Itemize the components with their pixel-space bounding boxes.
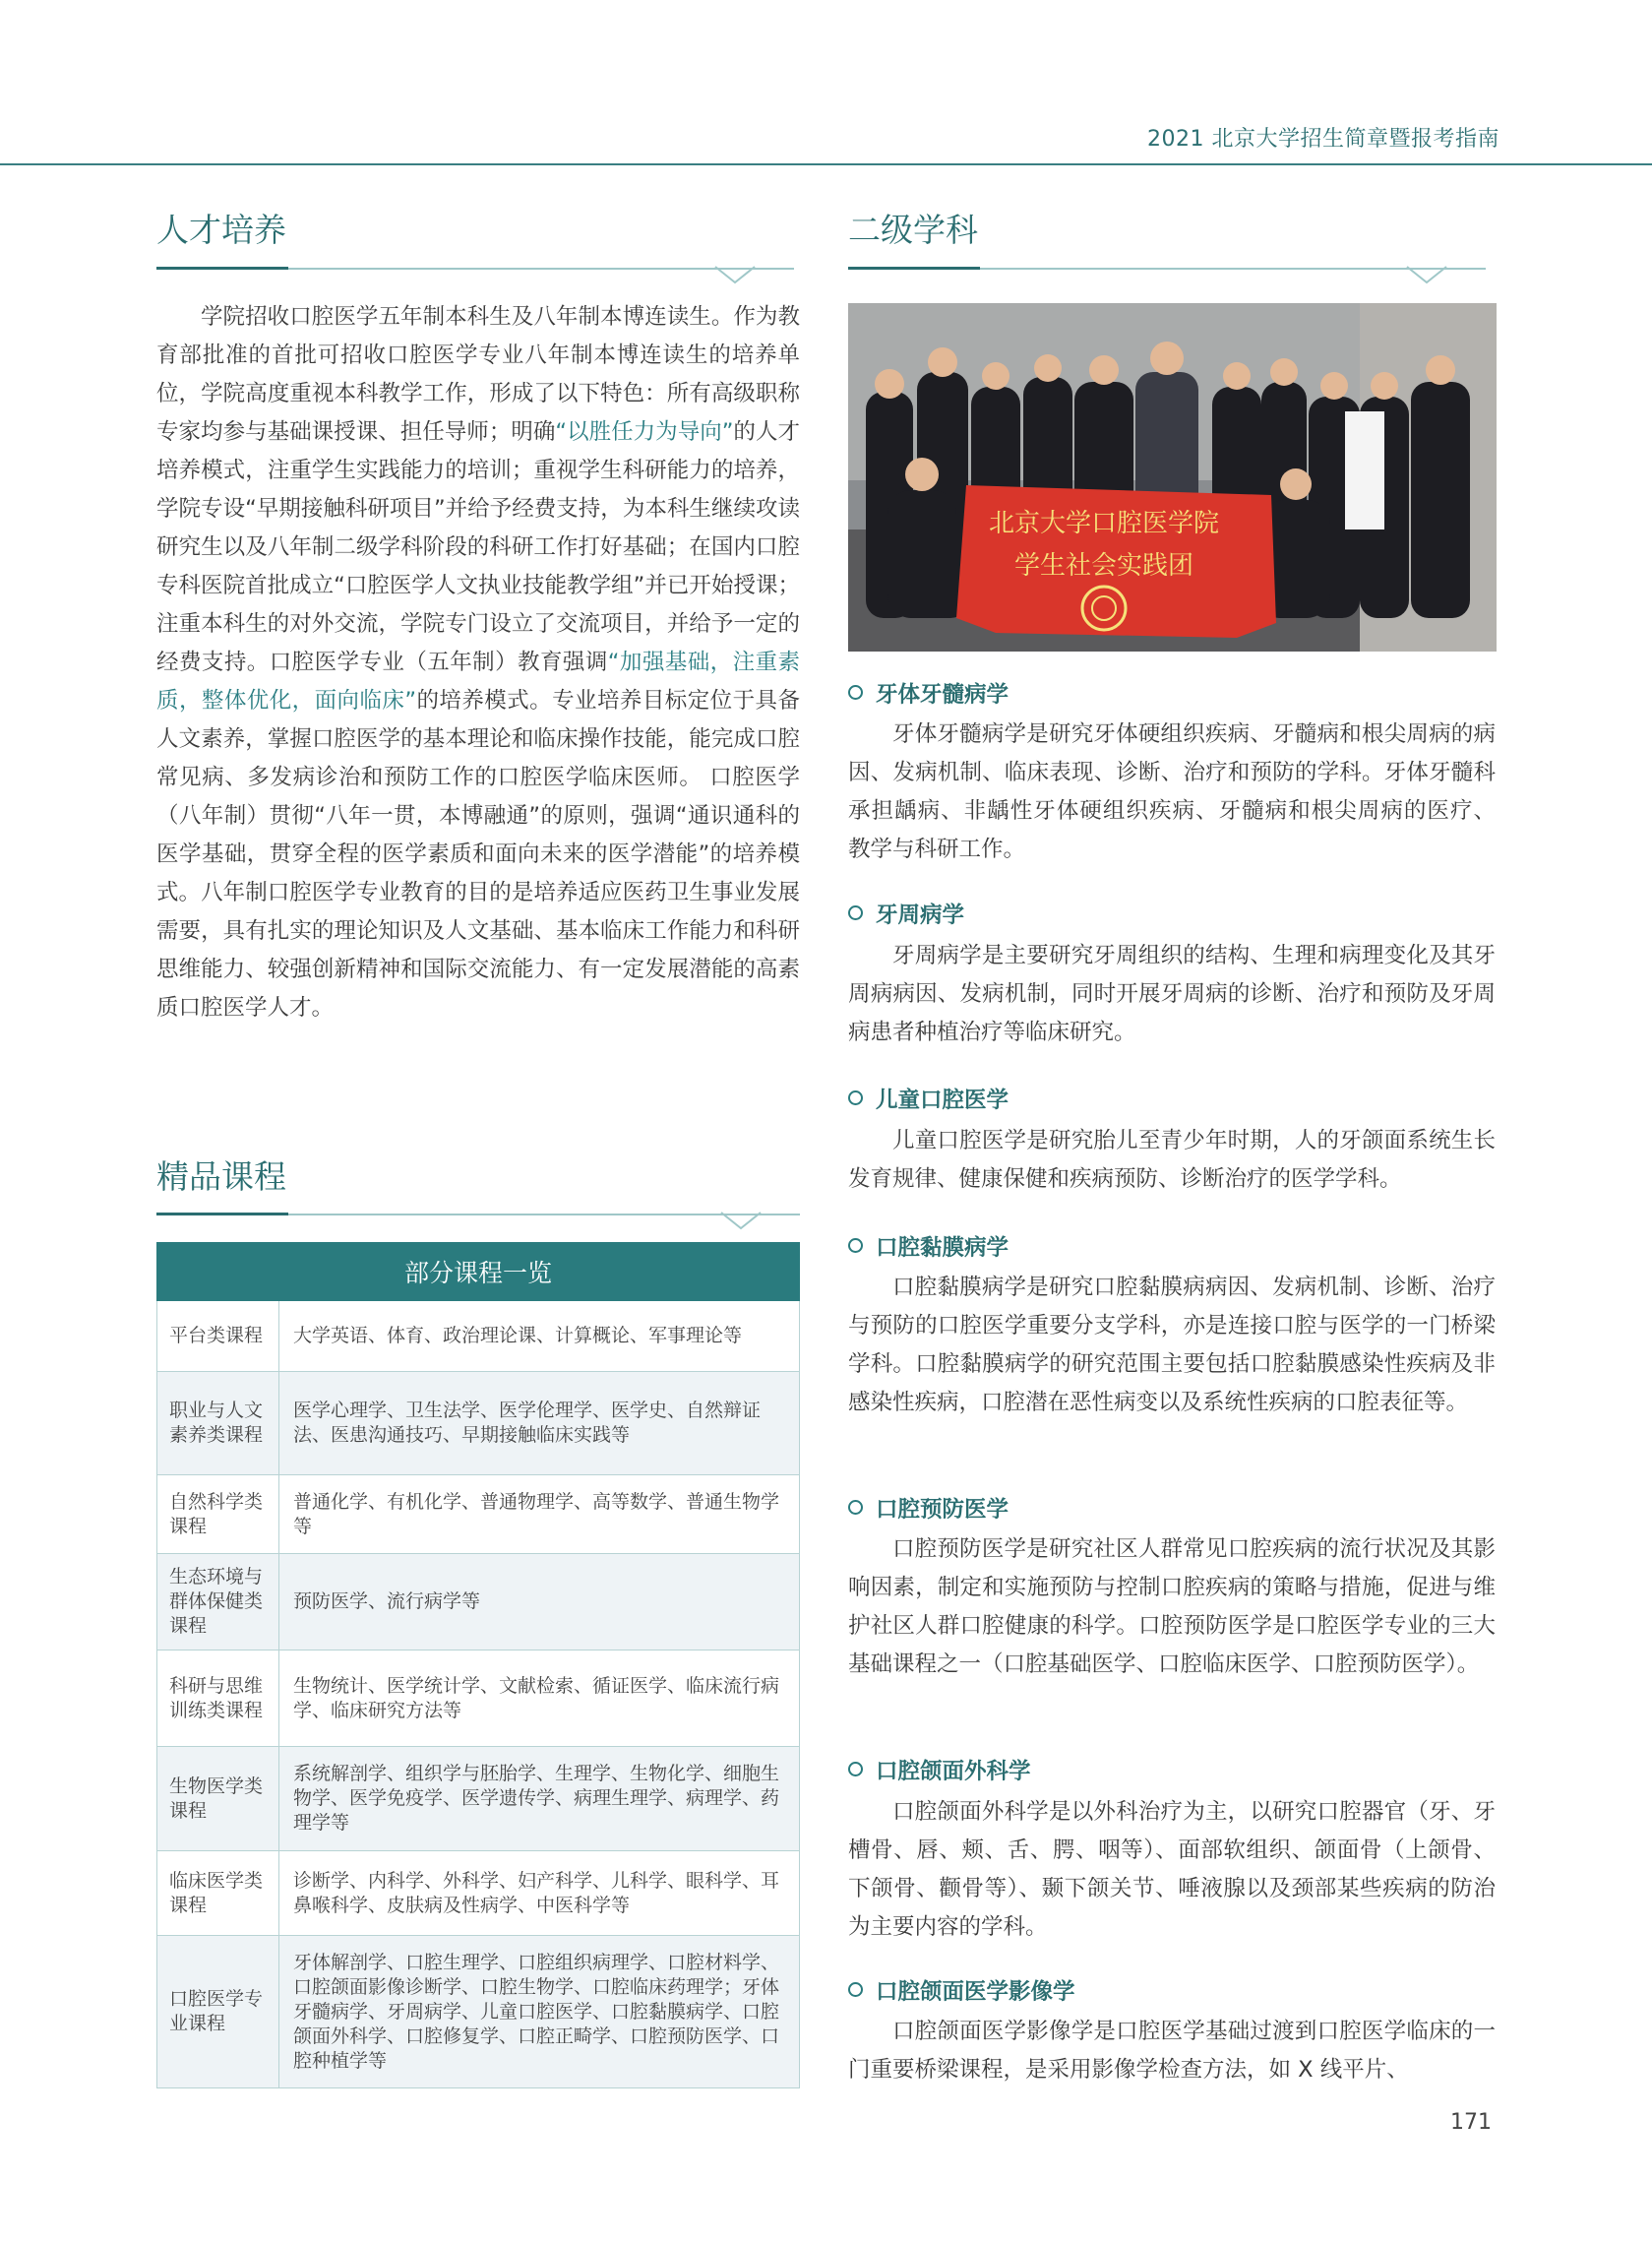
discipline-text: 儿童口腔医学是研究胎儿至青少年时期，人的牙颌面系统生长发育规律、健康保健和疾病预防、诊断治疗的医学学科。 xyxy=(848,1128,1496,1192)
running-header: 2021 北京大学招生简章暨报考指南 xyxy=(1147,127,1499,152)
section-title-disciplines: 二级学科 xyxy=(848,211,978,249)
discipline-text: 口腔颌面外科学是以外科治疗为主，以研究口腔器官（牙、牙槽骨、唇、颊、舌、腭、咽等）、面部软组织、颌面骨（上颌骨、下颌骨、颧骨等）、颞下颌关节、唾液腺以及颈部某些疾病的防治为主要内容的学科。 xyxy=(848,1799,1496,1940)
table-row xyxy=(157,1554,800,1650)
discipline-text: 口腔预防医学是研究社区人群常见口腔疾病的流行状况及其影响因素，制定和实施预防与控制口腔疾病的策略与措施，促进与维护社区人群口腔健康的科学。口腔预防医学是口腔医学专业的三大基础课程之一（口腔基础医学、口腔临床医学、口腔预防医学）。 xyxy=(848,1536,1496,1677)
section-divider-accent xyxy=(848,267,980,270)
course-category: 口腔医学专业课程 xyxy=(157,1936,279,2088)
discipline-name: 口腔颌面医学影像学 xyxy=(876,1979,1075,2005)
discipline-heading xyxy=(848,1230,1009,1262)
ring-bullet-icon xyxy=(848,685,863,700)
header-rule xyxy=(0,163,1652,165)
table-row xyxy=(157,1650,800,1747)
table-row xyxy=(157,1851,800,1936)
discipline-heading xyxy=(848,1754,1031,1785)
course-category: 生态环境与群体保健类课程 xyxy=(157,1554,279,1650)
table-title: 部分课程一览 xyxy=(157,1243,800,1301)
course-category: 科研与思维训练类课程 xyxy=(157,1650,279,1747)
talent-text-c: 的培养模式。专业培养目标定位于具备人文素养，掌握口腔医学的基本理论和临床操作技能，能完成口腔常见病、多发病诊治和预防工作的口腔医学临床医师。 口腔医学（八年制）贯彻“八年一贯，本博融通”的原则，强调“通识通科的医学基础，贯穿全程的医学素质和面向未来的医学潜能”的培养模式。八年制口腔医学专业教育的目的是培养适应医药卫生事业发展需要，具有扎实的理论知识及人文基础、基本临床工作能力和科研思维能力、较强创新精神和国际交流能力、有一定发展潜能的高素质口腔医学人才。 xyxy=(156,688,800,1021)
course-category: 平台类课程 xyxy=(157,1301,279,1372)
course-content: 诊断学、内科学、外科学、妇产科学、儿科学、眼科学、耳鼻喉科学、皮肤病及性病学、中医科学等 xyxy=(279,1851,800,1936)
page-number: 171 xyxy=(1450,2110,1492,2135)
section-divider-accent xyxy=(156,267,288,270)
talent-highlight-2: “加强基础，注重素质，整体优化，面向临床” xyxy=(156,650,800,714)
group-photo xyxy=(848,303,1497,652)
ring-bullet-icon xyxy=(848,1762,863,1776)
discipline-text: 牙体牙髓病学是研究牙体硬组织疾病、牙髓病和根尖周病的病因、发病机制、临床表现、诊断、治疗和预防的学科。牙体牙髓科承担龋病、非龋性牙体硬组织疾病、牙髓病和根尖周病的医疗、 教学与科研工作。 xyxy=(848,721,1496,862)
discipline-name: 口腔颌面外科学 xyxy=(876,1759,1031,1784)
discipline-name: 口腔预防医学 xyxy=(876,1497,1010,1523)
discipline-name: 儿童口腔医学 xyxy=(876,1088,1010,1113)
course-table xyxy=(156,1242,800,2088)
banner-text-line1: 北京大学口腔医学院 xyxy=(988,509,1220,538)
ring-bullet-icon xyxy=(848,1500,863,1515)
course-category: 自然科学类课程 xyxy=(157,1475,279,1554)
discipline-heading xyxy=(848,1974,1075,2006)
course-content: 生物统计、医学统计学、文献检索、循证医学、临床流行病学、临床研究方法等 xyxy=(279,1650,800,1747)
course-content: 大学英语、体育、政治理论课、计算概论、军事理论等 xyxy=(279,1301,800,1372)
discipline-heading xyxy=(848,898,964,929)
ring-bullet-icon xyxy=(848,905,863,920)
section-title-courses: 精品课程 xyxy=(156,1157,286,1196)
course-category: 生物医学类课程 xyxy=(157,1747,279,1851)
discipline-heading xyxy=(848,1492,1009,1524)
course-content: 牙体解剖学、口腔生理学、口腔组织病理学、口腔材料学、口腔颌面影像诊断学、口腔生物学、口腔临床药理学；牙体牙髓病学、牙周病学、儿童口腔医学、口腔黏膜病学、口腔颌面外科学、口腔修复学、口腔正畸学、口腔预防医学、口腔种植学等 xyxy=(279,1936,800,2088)
course-category: 临床医学类课程 xyxy=(157,1851,279,1936)
ring-bullet-icon xyxy=(848,1238,863,1253)
chevron-down-icon xyxy=(715,267,755,286)
course-category: 职业与人文素养类课程 xyxy=(157,1372,279,1475)
ring-bullet-icon xyxy=(848,1982,863,1997)
talent-text-b: 的人才培养模式，注重学生实践能力的培训；重视学生科研能力的培养，学院专设“早期接触科研项目”并给予经费支持，为本科生继续攻读研究生以及八年制二级学科阶段的科研工作打好基础；在国内口腔专科医院首批成立“口腔医学人文执业技能教学组”并已开始授课；注重本科生的对外交流，学院专门设立了交流项目，并给予一定的经费支持。口腔医学专业（五年制）教育强调 xyxy=(156,419,800,675)
discipline-text: 牙周病学是主要研究牙周组织的结构、生理和病理变化及其牙周病病因、发病机制，同时开展牙周病的诊断、治疗和预防及牙周病患者种植治疗等临床研究。 xyxy=(848,943,1496,1045)
chevron-down-icon xyxy=(721,1213,761,1232)
table-row xyxy=(157,1936,800,2088)
discipline-name: 牙体牙髓病学 xyxy=(876,682,1010,708)
discipline-text: 口腔颌面医学影像学是口腔医学基础过渡到口腔医学临床的一门重要桥梁课程，是采用影像学检查方法，如 X 线平片、 xyxy=(848,2019,1496,2083)
section-divider-accent xyxy=(156,1213,288,1215)
section-title-talent: 人才培养 xyxy=(156,211,286,249)
table-row xyxy=(157,1475,800,1554)
discipline-heading xyxy=(848,1083,1009,1114)
banner-text-line2: 学生社会实践团 xyxy=(1013,551,1194,581)
talent-text-a: 学院招收口腔医学五年制本科生及八年制本博连读生。作为教育部批准的首批可招收口腔医学专业八年制本博连读生的培养单位，学院高度重视本科教学工作，形成了以下特色：所有高级职称专家均参与基础课授课、担任导师；明确 xyxy=(156,304,800,445)
table-row xyxy=(157,1372,800,1475)
course-content: 系统解剖学、组织学与胚胎学、生理学、生物化学、细胞生物学、医学免疫学、医学遗传学、病理生理学、病理学、药理学等 xyxy=(279,1747,800,1851)
discipline-text: 口腔黏膜病学是研究口腔黏膜病病因、发病机制、诊断、治疗与预防的口腔医学重要分支学科，亦是连接口腔与医学的一门桥梁学科。口腔黏膜病学的研究范围主要包括口腔黏膜感染性疾病及非感染性疾病，口腔潜在恶性病变以及系统性疾病的口腔表征等。 xyxy=(848,1275,1496,1415)
discipline-name: 口腔黏膜病学 xyxy=(876,1235,1010,1261)
course-content: 普通化学、有机化学、普通物理学、高等数学、普通生物学等 xyxy=(279,1475,800,1554)
group-photo-illustration xyxy=(848,303,1497,652)
chevron-down-icon xyxy=(1407,267,1446,286)
table-row xyxy=(157,1747,800,1851)
ring-bullet-icon xyxy=(848,1090,863,1105)
discipline-name: 牙周病学 xyxy=(876,903,965,928)
talent-highlight-1: “以胜任力为导向” xyxy=(555,419,734,445)
course-content: 医学心理学、卫生法学、医学伦理学、医学史、自然辩证法、医患沟通技巧、早期接触临床实践等 xyxy=(279,1372,800,1475)
discipline-heading xyxy=(848,677,1009,709)
talent-paragraph xyxy=(156,298,800,1028)
course-content: 预防医学、流行病学等 xyxy=(279,1554,800,1650)
table-row xyxy=(157,1301,800,1372)
